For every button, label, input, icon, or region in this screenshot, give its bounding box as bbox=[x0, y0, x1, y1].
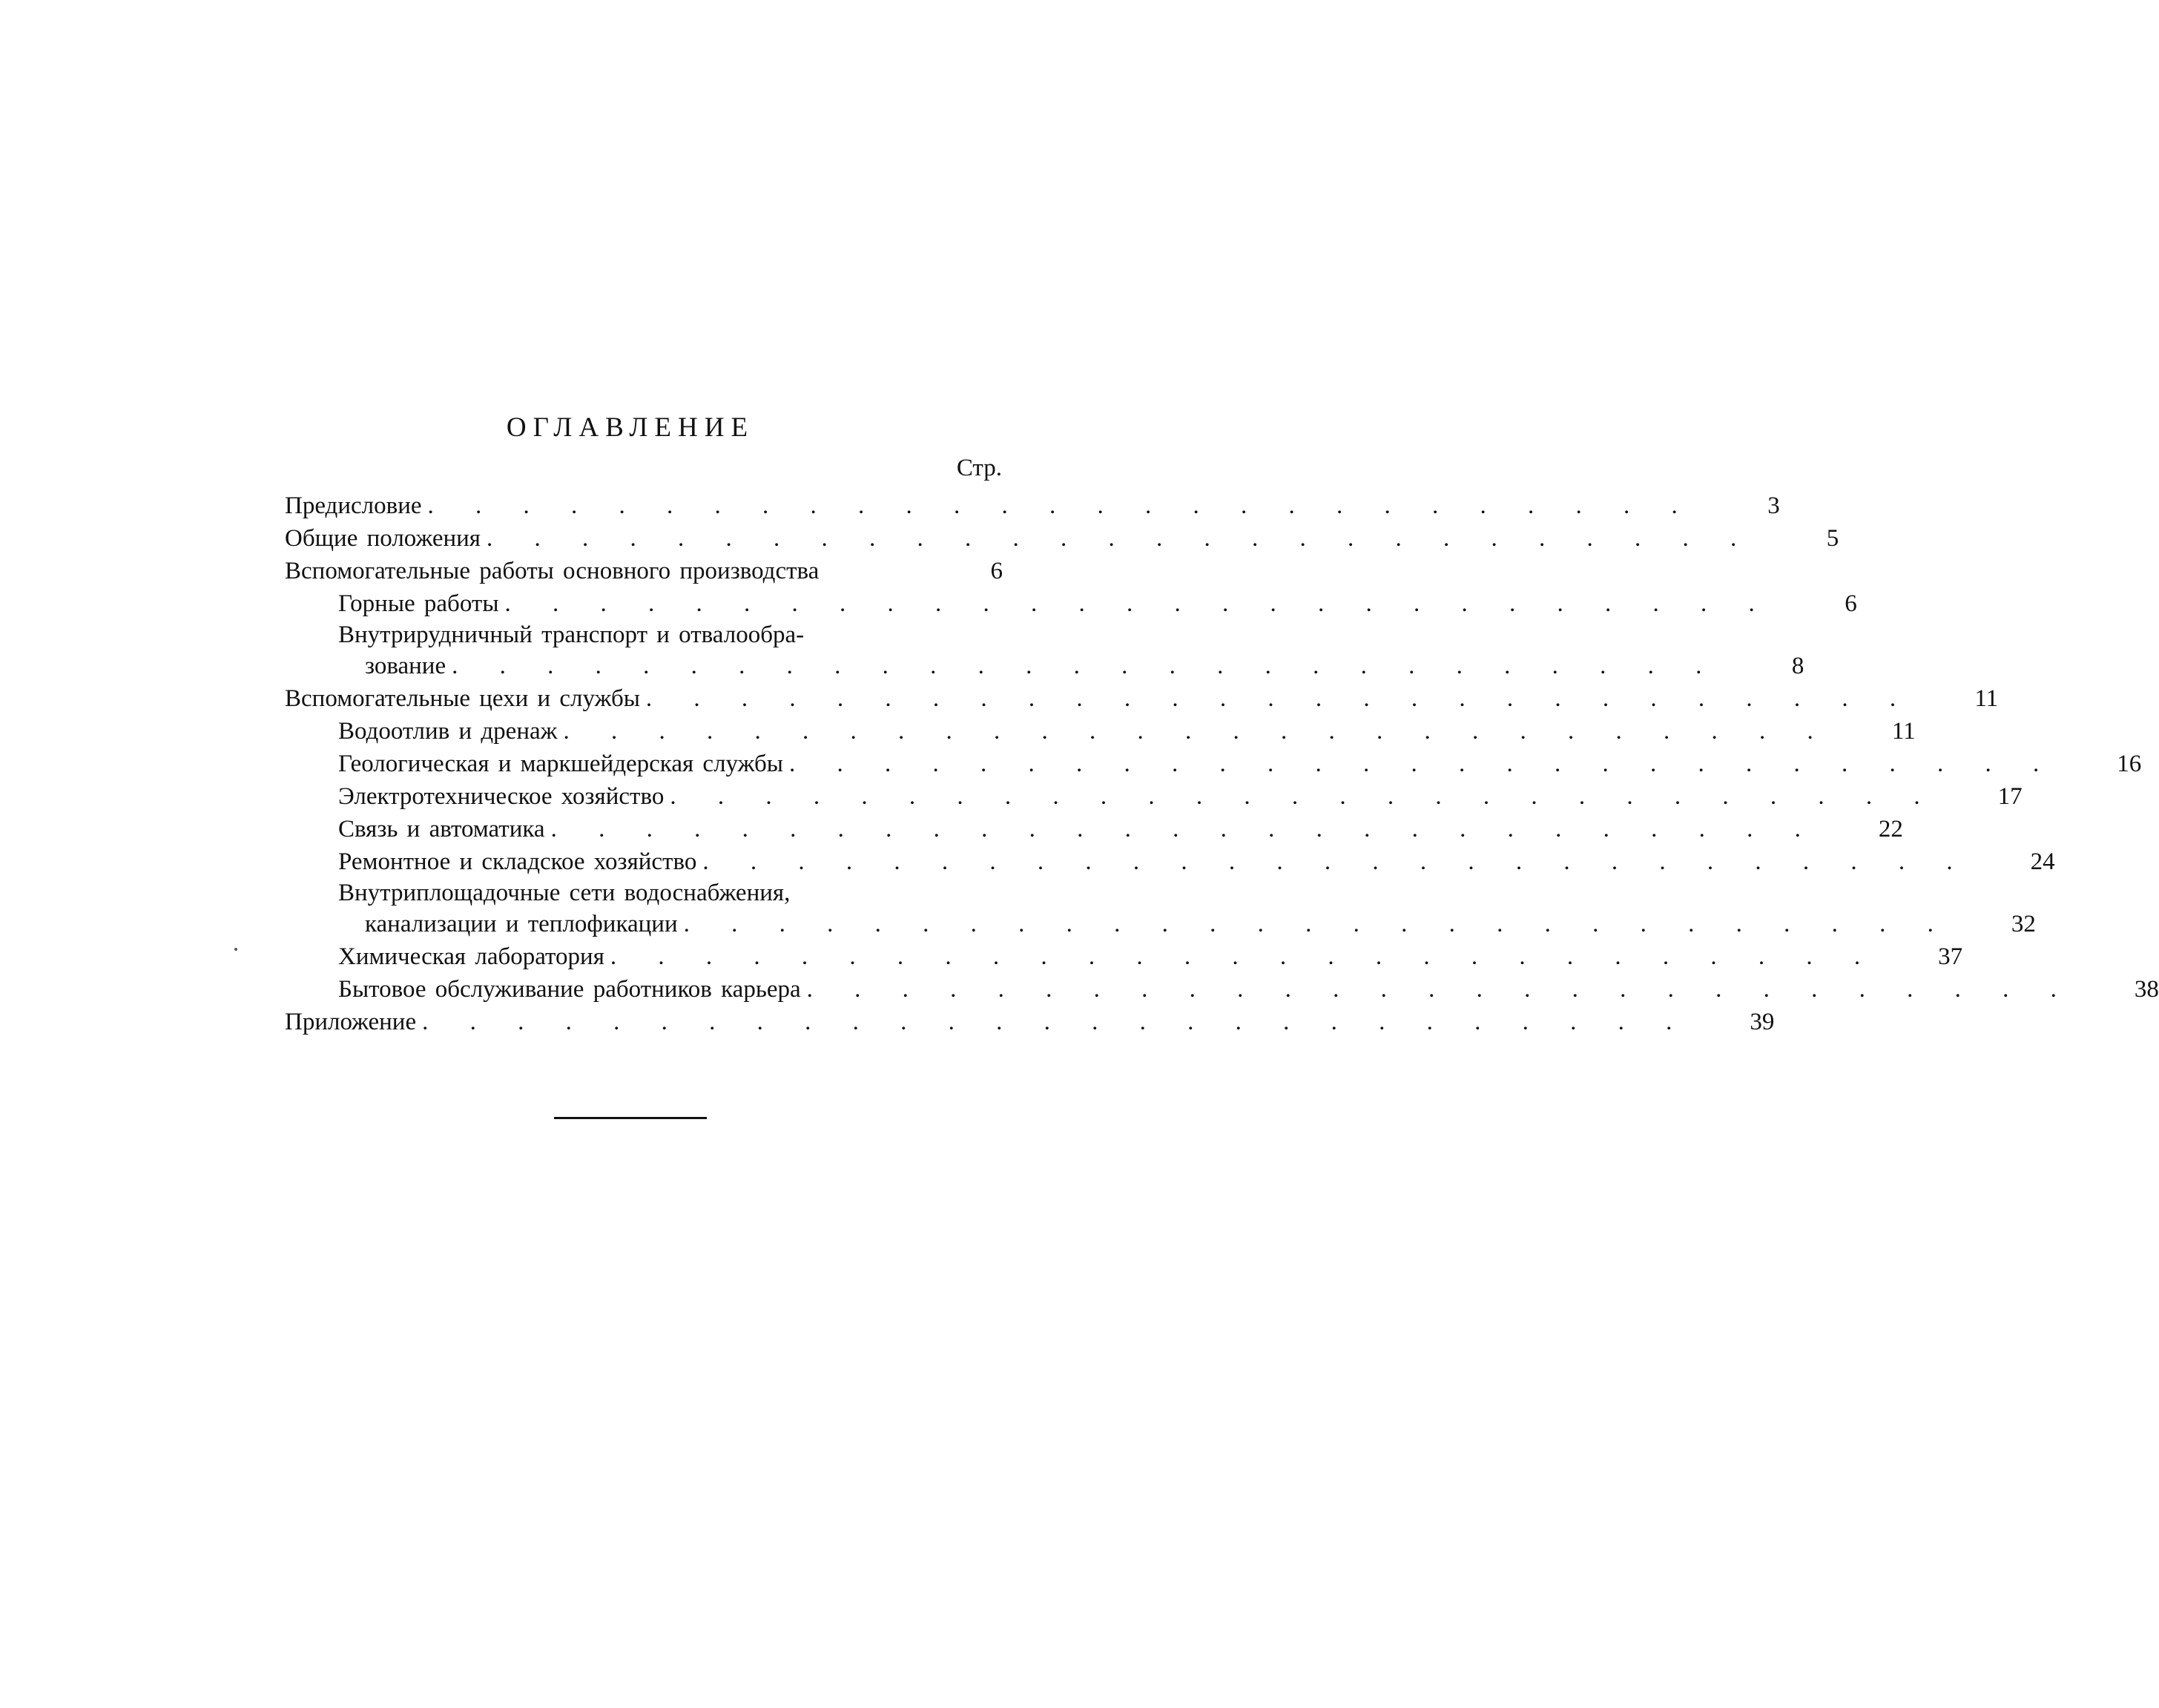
toc-entry-title: Бытовое обслуживание работников карьера bbox=[338, 976, 801, 1003]
toc-entry-title: Связь и автоматика bbox=[338, 816, 545, 843]
toc-entry-page: 6 bbox=[990, 558, 1003, 584]
toc-entry-title: Химическая лаборатория bbox=[338, 943, 604, 970]
scan-speck bbox=[234, 948, 237, 951]
toc-entry-title: Вспомогательные цехи и службы bbox=[285, 685, 640, 712]
toc-entry-title: Приложение bbox=[285, 1009, 417, 1035]
toc-entry[interactable] bbox=[285, 555, 1003, 587]
toc-entry-title: Водоотлив и дренаж bbox=[338, 718, 558, 745]
dot-leader: . . . . . . . . . . . . . . . . . . . . . . . . . . . bbox=[670, 783, 1936, 810]
toc-entry-title: Вспомогательные работы основного производства bbox=[285, 558, 820, 584]
toc-entry-title: Геологическая и маркшейдерская службы bbox=[338, 751, 783, 777]
toc-entry-title-continuation: канализации и теплофикации bbox=[365, 911, 678, 937]
toc-entry[interactable] bbox=[285, 587, 1857, 620]
toc-entry[interactable] bbox=[285, 845, 2055, 878]
dot-leader: . . . . . . . . . . . . . . . . . . . . . . . . . . . bbox=[788, 751, 2056, 777]
toc-entry[interactable] bbox=[285, 940, 1963, 973]
end-rule-divider bbox=[554, 1117, 707, 1119]
toc-entry-page: 37 bbox=[1938, 943, 1963, 970]
dot-leader: . . . . . . . . . . . . . . . . . . . . . . . . . . . bbox=[550, 816, 1817, 843]
toc-entry-page: 11 bbox=[1891, 718, 1916, 745]
toc-entry[interactable] bbox=[285, 522, 1839, 555]
dot-leader: . . . . . . . . . . . . . . . . . . . . . . . . . . . bbox=[806, 976, 2073, 1003]
toc-entry-title-continuation: зование bbox=[365, 653, 446, 679]
toc-entry-page: 22 bbox=[1878, 816, 1903, 843]
page-column-label: Стр. bbox=[956, 455, 1002, 481]
toc-entry-page: 39 bbox=[1750, 1009, 1775, 1035]
dot-leader: . . . . . . . . . . . . . . . . . . . . . . . . . . . bbox=[563, 718, 1830, 745]
toc-entry[interactable] bbox=[285, 715, 1916, 748]
dot-leader: . . . . . . . . . . . . . . . . . . . . . . . . . . . bbox=[610, 943, 1877, 970]
toc-entry-page: 3 bbox=[1767, 492, 1780, 519]
toc-entry-page: 5 bbox=[1826, 525, 1839, 552]
toc-entry-page: 11 bbox=[1974, 685, 1999, 712]
dot-leader: . . . . . . . . . . . . . . . . . . . . . . . . . . . bbox=[486, 525, 1753, 552]
dot-leader: . . . . . . . . . . . . . . . . . . . . . . . . . . . bbox=[452, 653, 1718, 679]
table-of-contents bbox=[285, 489, 2159, 1038]
toc-entry[interactable] bbox=[285, 489, 1780, 522]
toc-entry[interactable] bbox=[285, 878, 2036, 940]
toc-entry[interactable] bbox=[285, 780, 2023, 813]
dot-leader: . . . . . . . . . . . . . . . . . . . . . . . . . . . bbox=[702, 848, 1969, 875]
toc-entry-page: 17 bbox=[1997, 783, 2023, 810]
dot-leader: . . . . . . . . . . . . . . . . . . . . . . . . . . . bbox=[504, 590, 1771, 617]
dot-leader: . . . . . . . . . . . . . . . . . . . . . . . . . . . bbox=[683, 911, 1950, 937]
page-title: ОГЛАВЛЕНИЕ bbox=[506, 412, 755, 443]
toc-entry-title: Внутрирудничный транспорт и отвалообра- bbox=[338, 621, 805, 648]
dot-leader: . . . . . . . . . . . . . . . . . . . . . . . . . . . bbox=[427, 492, 1694, 519]
toc-entry-page: 32 bbox=[2011, 911, 2036, 937]
toc-entry-page: 16 bbox=[2117, 751, 2142, 777]
toc-entry[interactable] bbox=[285, 813, 1903, 845]
toc-entry[interactable] bbox=[285, 620, 1804, 682]
dot-leader: . . . . . . . . . . . . . . . . . . . . . . . . . . . bbox=[645, 685, 1913, 712]
toc-entry-page: 24 bbox=[2030, 848, 2055, 875]
toc-entry-title: Ремонтное и складское хозяйство bbox=[338, 848, 697, 875]
toc-entry[interactable] bbox=[285, 1006, 1775, 1038]
dot-leader: . . . . . . . . . . . . . . . . . . . . . . . . . . . bbox=[422, 1009, 1689, 1035]
toc-entry-page: 6 bbox=[1845, 590, 1857, 617]
toc-entry[interactable] bbox=[285, 748, 2142, 780]
toc-entry-page: 8 bbox=[1791, 653, 1804, 679]
toc-entry-title: Общие положения bbox=[285, 525, 481, 552]
toc-entry[interactable] bbox=[285, 682, 1999, 715]
toc-entry-title: Электротехническое хозяйство bbox=[338, 783, 665, 810]
toc-entry[interactable] bbox=[285, 973, 2159, 1006]
toc-entry-title: Горные работы bbox=[338, 590, 499, 617]
toc-entry-page: 38 bbox=[2134, 976, 2159, 1003]
toc-entry-title: Внутриплощадочные сети водоснабжения, bbox=[338, 880, 791, 906]
toc-entry-title: Предисловие bbox=[285, 492, 422, 519]
